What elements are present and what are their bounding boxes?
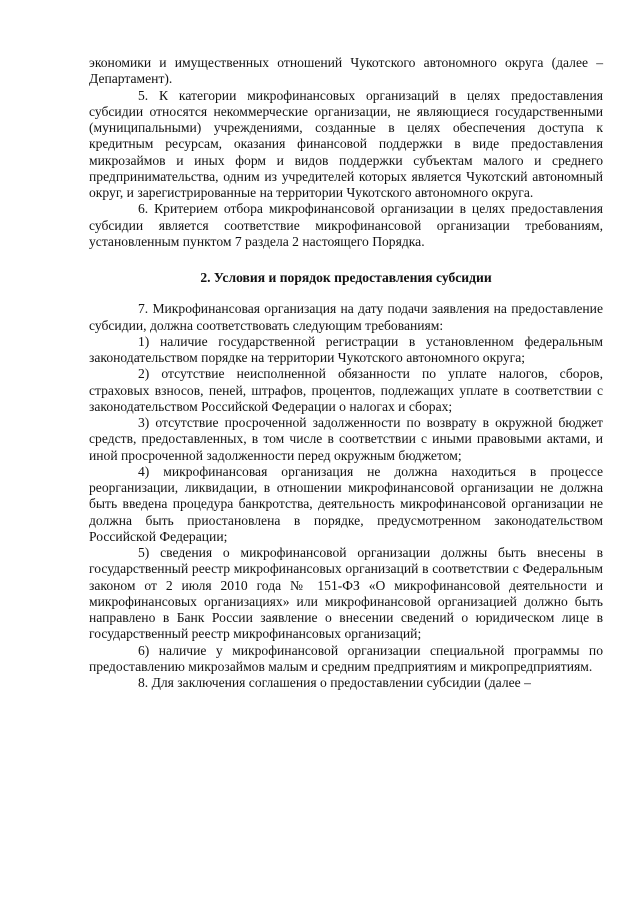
requirement-4-no-reorganization: 4) микрофинансовая организация не должна находиться в процессе реорганизации, ликвидации, в отношении микрофинансовой организации не должна быть введена процедура банкротства, деятельность микрофинансовой организации не должна быть приостановлена в порядке, предусмотренном законодательством Российской Федерации; xyxy=(89,463,603,544)
requirement-1-registration: 1) наличие государственной регистрации в установленном федеральным законодательством порядке на территории Чукотского автономного округа; xyxy=(89,333,603,365)
paragraph-7-requirements: 7. Микрофинансовая организация на дату подачи заявления на предоставление субсидии, должна соответствовать следующим требованиям: xyxy=(89,301,603,333)
paragraph-8-agreement: 8. Для заключения соглашения о предоставлении субсидии (далее – xyxy=(138,675,531,690)
paragraph-6-selection-criterion: 6. Критерием отбора микрофинансовой организации в целях предоставления субсидии является соответствие микрофинансовой организации требованиям, установленным пунктом 7 раздела 2 настоящего Порядка. xyxy=(89,201,603,249)
requirement-3-no-budget-debt: 3) отсутствие просроченной задолженности по возврату в окружной бюджет средств, предоставленных, в том числе в соответствии с иными правовыми актами, и иной просроченной задолженности перед окружным бюджетом; xyxy=(89,415,603,463)
paragraph-department-continuation: экономики и имущественных отношений Чукотского автономного округа (далее – Департамент). xyxy=(89,55,603,87)
paragraph-5-mfo-category: 5. К категории микрофинансовых организаций в целях предоставления субсидии относятся некоммерческие организации, не являющиеся государственными (муниципальными) учреждениями, созданные в целях обеспечения доступа к кредитным ресурсам, оказания финансовой поддержки в виде предоставления микрозаймов и иных форм и видов поддержки субъектам малого и среднего предпринимательства, одним из учредителей которых является Чукотский автономный округ, и зарегистрированные на территории Чукотского автономного округа. xyxy=(89,87,603,200)
requirement-2-no-tax-debt: 2) отсутствие неисполненной обязанности по уплате налогов, сборов, страховых взносов, пеней, штрафов, процентов, подлежащих уплате в соответствии с законодательством Российской Федерации о налогах и сборах; xyxy=(89,366,603,414)
section-heading: 2. Условия и порядок предоставления субсидии xyxy=(200,270,492,285)
requirement-5-state-register: 5) сведения о микрофинансовой организации должны быть внесены в государственный реестр микрофинансовых организаций в соответствии с Федеральным законом от 2 июля 2010 года № 151-ФЗ «О микрофинансовой деятельности и микрофинансовых организациях» или микрофинансовой организацией должно быть направлено в Банк России заявление о внесении сведений о юридическом лице в государственный реестр микрофинансовых организаций; xyxy=(89,545,603,642)
requirement-6-special-program: 6) наличие у микрофинансовой организации специальной программы по предоставлению микрозаймов малым и средним предприятиям и микропредприятиям. xyxy=(89,642,603,674)
